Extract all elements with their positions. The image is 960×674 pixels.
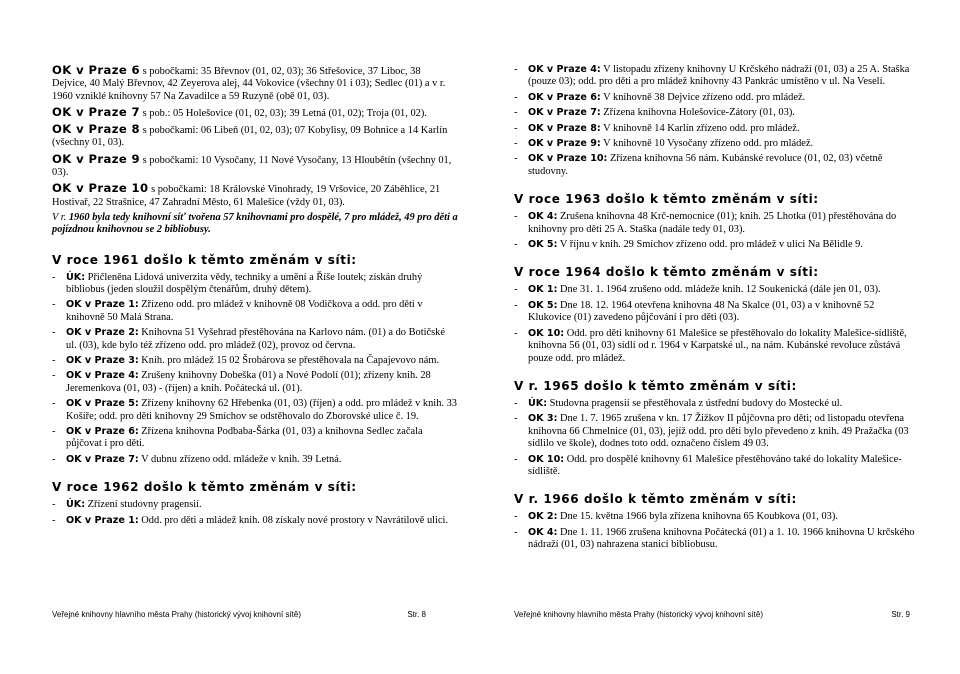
- library-name: OK v Praze 9: [52, 151, 141, 166]
- year-section: [52, 253, 458, 467]
- list-item: [52, 454, 458, 466]
- section-heading: V r. 1965 došlo k těmto změnám v síti:: [514, 378, 797, 393]
- list-item: [514, 123, 916, 135]
- item-label: OK v Praze 9:: [528, 138, 601, 150]
- list-item: [514, 284, 916, 296]
- library-paragraph: [52, 64, 458, 103]
- library-paragraph: [52, 182, 458, 209]
- item-label: OK 5:: [528, 299, 558, 311]
- item-text: Zřízena knihovna Holešovice-Zátory (01, 03).: [600, 107, 795, 119]
- list-item: [514, 107, 916, 119]
- list-item: [52, 426, 458, 451]
- item-label: OK v Praze 1:: [66, 299, 139, 311]
- item-text: Dne 15. května 1966 byla zřízena knihovna 65 Koubkova (01, 03).: [557, 511, 838, 523]
- item-label: OK v Praze 2:: [66, 327, 139, 339]
- item-label: OK v Praze 10:: [528, 153, 608, 165]
- changes-list: [514, 511, 916, 551]
- item-text: Odd. pro děti a mládež knih. 08 získaly nové prostory v Navrátilově ulici.: [138, 514, 449, 526]
- list-item: [52, 499, 458, 511]
- library-paragraph: [52, 123, 458, 150]
- changes-sections: [52, 253, 458, 528]
- library-branches: s pobočkami: 18 Královské Vinohrady, 19 Vršovice, 20 Záběhlice, 21 Hostivař, 22 Strašnice, 47 Zahradní Město, 61 Malešice (vždy 01, 03).: [52, 184, 441, 208]
- list-item: [514, 211, 916, 236]
- library-name: OK v Praze 8: [52, 122, 141, 137]
- summary-prefix: V r.: [52, 211, 67, 223]
- list-item: [52, 515, 458, 527]
- changes-list: [514, 398, 916, 478]
- item-label: OK v Praze 4:: [66, 370, 139, 382]
- item-text: Dne 1. 7. 1965 zrušena v kn. 17 Žižkov II půjčovna pro děti; od listopadu otevřena knihovna 66 Chmelnice (01, 03), jejíž odd. pro děti bylo převedeno z knih. 49 Pražačka (03 sídlilo ve škole), dodnes toto odd. označeno číslem 49 03.: [528, 413, 909, 450]
- item-label: OK 10:: [528, 453, 565, 465]
- summary-text: 1960 byla tedy knihovní síť tvořena 57 knihovnami pro dospělé, 7 pro mládež, 49 pro děti a pojízdnou knihovnou se 2 bibliobusy.: [52, 211, 458, 236]
- item-label: OK v Praze 8:: [528, 122, 601, 134]
- item-label: OK 3:: [528, 413, 558, 425]
- library-paragraph: [52, 153, 458, 180]
- item-text: Zřízena knihovna Podbaba-Šárka (01, 03) a knihovna Sedlec začala půjčovat i pro děti.: [66, 426, 423, 450]
- item-label: OK 1:: [528, 284, 558, 296]
- section-heading: V roce 1964 došlo k těmto změnám v síti:: [514, 265, 819, 280]
- list-item: [514, 300, 916, 325]
- year-section: [514, 379, 916, 478]
- item-text: Dne 31. 1. 1964 zrušeno odd. mládeže knih. 12 Soukenická (dále jen 01, 03).: [557, 284, 881, 296]
- list-item: [514, 413, 916, 450]
- page-number: Str. 9: [891, 610, 910, 619]
- item-label: OK 4:: [528, 526, 558, 538]
- library-branches: s pobočkami: 06 Libeň (01, 02, 03); 07 Kobylisy, 09 Bohnice a 14 Karlín (všechny 01, 03).: [52, 125, 448, 149]
- list-item: [514, 328, 916, 365]
- list-item: [52, 398, 458, 423]
- item-label: ÚK:: [66, 499, 86, 511]
- year-section: [514, 265, 916, 364]
- item-label: OK v Praze 5:: [66, 398, 139, 410]
- year-section: [514, 192, 916, 251]
- item-label: ÚK:: [528, 397, 548, 409]
- page-number: Str. 8: [407, 610, 426, 619]
- continued-list: [514, 64, 916, 178]
- item-text: V listopadu zřízeny knihovny U Krčského nádraží (01, 03) a 25 A. Staška (pouze 03); odd. pro děti a pro mládež knihovny 43 Pankrác umístěno v ul. Na Veselí.: [528, 64, 910, 88]
- item-text: Zřízení studovny pragensií.: [85, 499, 202, 511]
- list-item: [52, 355, 458, 367]
- item-text: Zřízena knihovna 56 nám. Kubánské revoluce (01, 02, 03) včetně studovny.: [528, 153, 883, 177]
- list-item: [52, 370, 458, 395]
- changes-sections: [514, 192, 916, 551]
- library-paragraph: [52, 106, 458, 120]
- item-text: Zřízeny knihovny 62 Hřebenka (01, 03) (říjen) a odd. pro mládež v knih. 33 Košíře; odd. pro děti knihovny 29 Smíchov se odstěhovalo do Zborovské ulice č. 19.: [66, 398, 457, 422]
- year-section: [52, 480, 458, 527]
- item-label: OK 2:: [528, 511, 558, 523]
- item-text: Knihovna 51 Vyšehrad přestěhována na Karlovo nám. (01) a do Botičské ul. (03), kde bylo též zřízeno odd. pro mládež (02), provoz od června.: [66, 327, 445, 351]
- list-item: [514, 527, 916, 552]
- item-label: OK v Praze 6:: [528, 91, 601, 103]
- library-name: OK v Praze 10: [52, 181, 149, 196]
- section-heading: V roce 1963 došlo k těmto změnám v síti:: [514, 192, 819, 207]
- item-text: Dne 18. 12. 1964 otevřena knihovna 48 Na Skalce (01, 03) a v knihovně 52 Klukovice (01) zavedeno půjčování i pro děti (03).: [528, 299, 875, 324]
- item-text: V knihovně 38 Dejvice zřízeno odd. pro mládež.: [600, 91, 806, 103]
- network-summary: [52, 212, 458, 237]
- item-text: Přičleněna Lidová univerzita vědy, techniky a umění a Říše loutek; získán druhý bibliobus (jeden sloužil dospělým čtenářům, druhý dětem).: [66, 271, 423, 295]
- item-text: V dubnu zřízeno odd. mládeže v knih. 39 Letná.: [138, 453, 342, 465]
- item-text: Zrušena knihovna 48 Krč-nemocnice (01); knih. 25 Lhotka (01) přestěhována do knihovny pro děti 25 A. Staška (nadále tedy 01, 03).: [528, 211, 897, 235]
- list-item: [514, 239, 916, 251]
- section-heading: V roce 1961 došlo k těmto změnám v síti:: [52, 252, 357, 267]
- year-section: [514, 492, 916, 551]
- item-label: OK 5:: [528, 239, 558, 251]
- library-branches: s pob.: 05 Holešovice (01, 02, 03); 39 Letná (01, 02); Troja (01, 02).: [140, 107, 427, 119]
- item-text: V knihovně 14 Karlín zřízeno odd. pro mládež.: [600, 122, 800, 134]
- footer-title: Veřejné knihovny hlavního města Prahy (historický vývoj knihovní sítě): [52, 610, 302, 619]
- item-text: Odd. pro děti knihovny 61 Malešice se přestěhovalo do lokality Malešice-sídliště, knihovna 56 (01, 03) sídlí od r. 1964 v Karpatské ul., na nám. Kubánské revoluce zůstává pouze odd. pro mládež.: [528, 327, 907, 364]
- changes-list: [52, 499, 458, 527]
- item-label: OK 4:: [528, 211, 558, 223]
- item-text: V knihovně 10 Vysočany zřízeno odd. pro mládež.: [600, 138, 814, 150]
- list-item: [514, 138, 916, 150]
- changes-list: [52, 272, 458, 467]
- item-text: Studovna pragensií se přestěhovala z ústřední budovy do Mostecké ul.: [547, 397, 843, 409]
- changes-list: [514, 284, 916, 364]
- item-label: OK v Praze 7:: [66, 453, 139, 465]
- item-label: OK v Praze 4:: [528, 64, 601, 75]
- list-item: [514, 92, 916, 104]
- item-text: Dne 1. 11. 1966 zrušena knihovna Počátecká (01) a 1. 10. 1966 knihovna U krčského nádraží (01, 03) nahrazena stanicí bibliobusu.: [528, 526, 915, 551]
- list-item: [52, 299, 458, 324]
- list-item: [514, 398, 916, 410]
- section-heading: V roce 1962 došlo k těmto změnám v síti:: [52, 480, 357, 495]
- library-name: OK v Praze 6: [52, 63, 141, 77]
- page-footer: [514, 610, 910, 619]
- item-label: OK v Praze 1:: [66, 514, 139, 526]
- item-text: V říjnu v knih. 29 Smíchov zřízeno odd. pro mládež v ulici Na Bělidle 9.: [557, 239, 863, 251]
- intro-paragraphs: [52, 64, 458, 209]
- item-label: OK 10:: [528, 327, 565, 339]
- item-text: Knih. pro mládež 15 02 Šrobárova se přestěhovala na Čapajevovo nám.: [138, 355, 440, 366]
- library-branches: s pobočkami: 10 Vysočany, 11 Nové Vysočany, 13 Hloubětín (všechny 01, 03).: [52, 154, 452, 179]
- item-label: OK v Praze 3:: [66, 355, 139, 366]
- item-label: OK v Praze 6:: [66, 426, 139, 438]
- list-item: [52, 272, 458, 297]
- item-text: Zrušeny knihovny Dobeška (01) a Nové Podolí (01); zřízeny knih. 28 Jeremenkova (01, 03) - (říjen) a knih. Počátecká ul. (01).: [66, 370, 431, 394]
- list-item: [514, 454, 916, 479]
- section-heading: V r. 1966 došlo k těmto změnám v síti:: [514, 492, 797, 507]
- footer-title: Veřejné knihovny hlavního města Prahy (historický vývoj knihovní sítě): [514, 610, 764, 619]
- item-text: Odd. pro dospělé knihovny 61 Malešice přestěhováno také do lokality Malešice-sídliště.: [528, 453, 902, 477]
- page-right: [480, 0, 960, 674]
- library-branches: s pobočkami: 35 Břevnov (01, 02, 03); 36 Střešovice, 37 Liboc, 38 Dejvice, 40 Malý Břevnov, 42 Zeyerova alej, 44 Vokovice (všechny 01 i 03); Sedlec (01) a v r. 1960 vzniklé knihovny 57 Na Zavadilce a 59 Ruzyně (obě 01, 03).: [52, 66, 446, 102]
- library-name: OK v Praze 7: [52, 104, 141, 119]
- list-item: [514, 153, 916, 178]
- page-footer: [52, 610, 426, 619]
- list-item: [514, 511, 916, 523]
- item-text: Zřízeno odd. pro mládež v knihovně 08 Vodičkova a odd. pro děti v knihovně 50 Malá Strana.: [66, 299, 423, 323]
- list-item: [514, 64, 916, 89]
- list-item: [52, 327, 458, 352]
- item-label: ÚK:: [66, 271, 86, 283]
- changes-list: [514, 211, 916, 251]
- item-label: OK v Praze 7:: [528, 107, 601, 119]
